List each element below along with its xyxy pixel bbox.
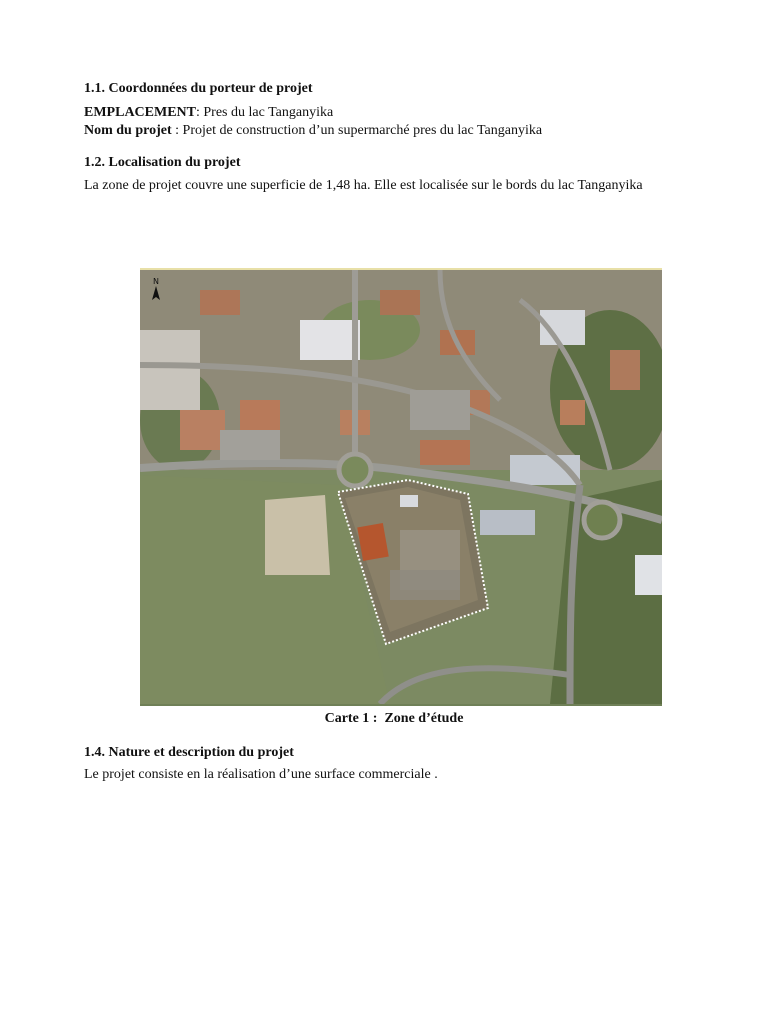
- section-coordonnees: [84, 80, 686, 140]
- nom-projet-line: [84, 122, 686, 140]
- caption-title: Zone d’étude: [384, 711, 464, 726]
- emplacement-value: : Pres du lac Tanganyika: [196, 105, 334, 120]
- section-localisation: [84, 154, 686, 195]
- aerial-map: [140, 268, 662, 706]
- svg-text:N: N: [153, 277, 159, 286]
- section-nature-description: [84, 744, 686, 784]
- emplacement-line: [84, 104, 686, 122]
- map-caption: [84, 710, 704, 728]
- localisation-text: La zone de projet couvre une superficie de 1,48 ha. Elle est localisée sur le bords du lac Tanganyika: [84, 178, 643, 193]
- nom-projet-label: Nom du projet: [84, 123, 172, 138]
- emplacement-label: EMPLACEMENT: [84, 105, 196, 120]
- section-heading-1-2: 1.2. Localisation du projet: [84, 155, 241, 170]
- nature-text: Le projet consiste en la réalisation d’une surface commerciale .: [84, 767, 438, 782]
- section-heading-1-4: 1.4. Nature et description du projet: [84, 745, 294, 760]
- caption-label: Carte 1 :: [324, 711, 378, 726]
- section-heading-1-1: 1.1. Coordonnées du porteur de projet: [84, 81, 313, 96]
- nom-projet-value: : Projet de construction d’un supermarché pres du lac Tanganyika: [171, 123, 543, 138]
